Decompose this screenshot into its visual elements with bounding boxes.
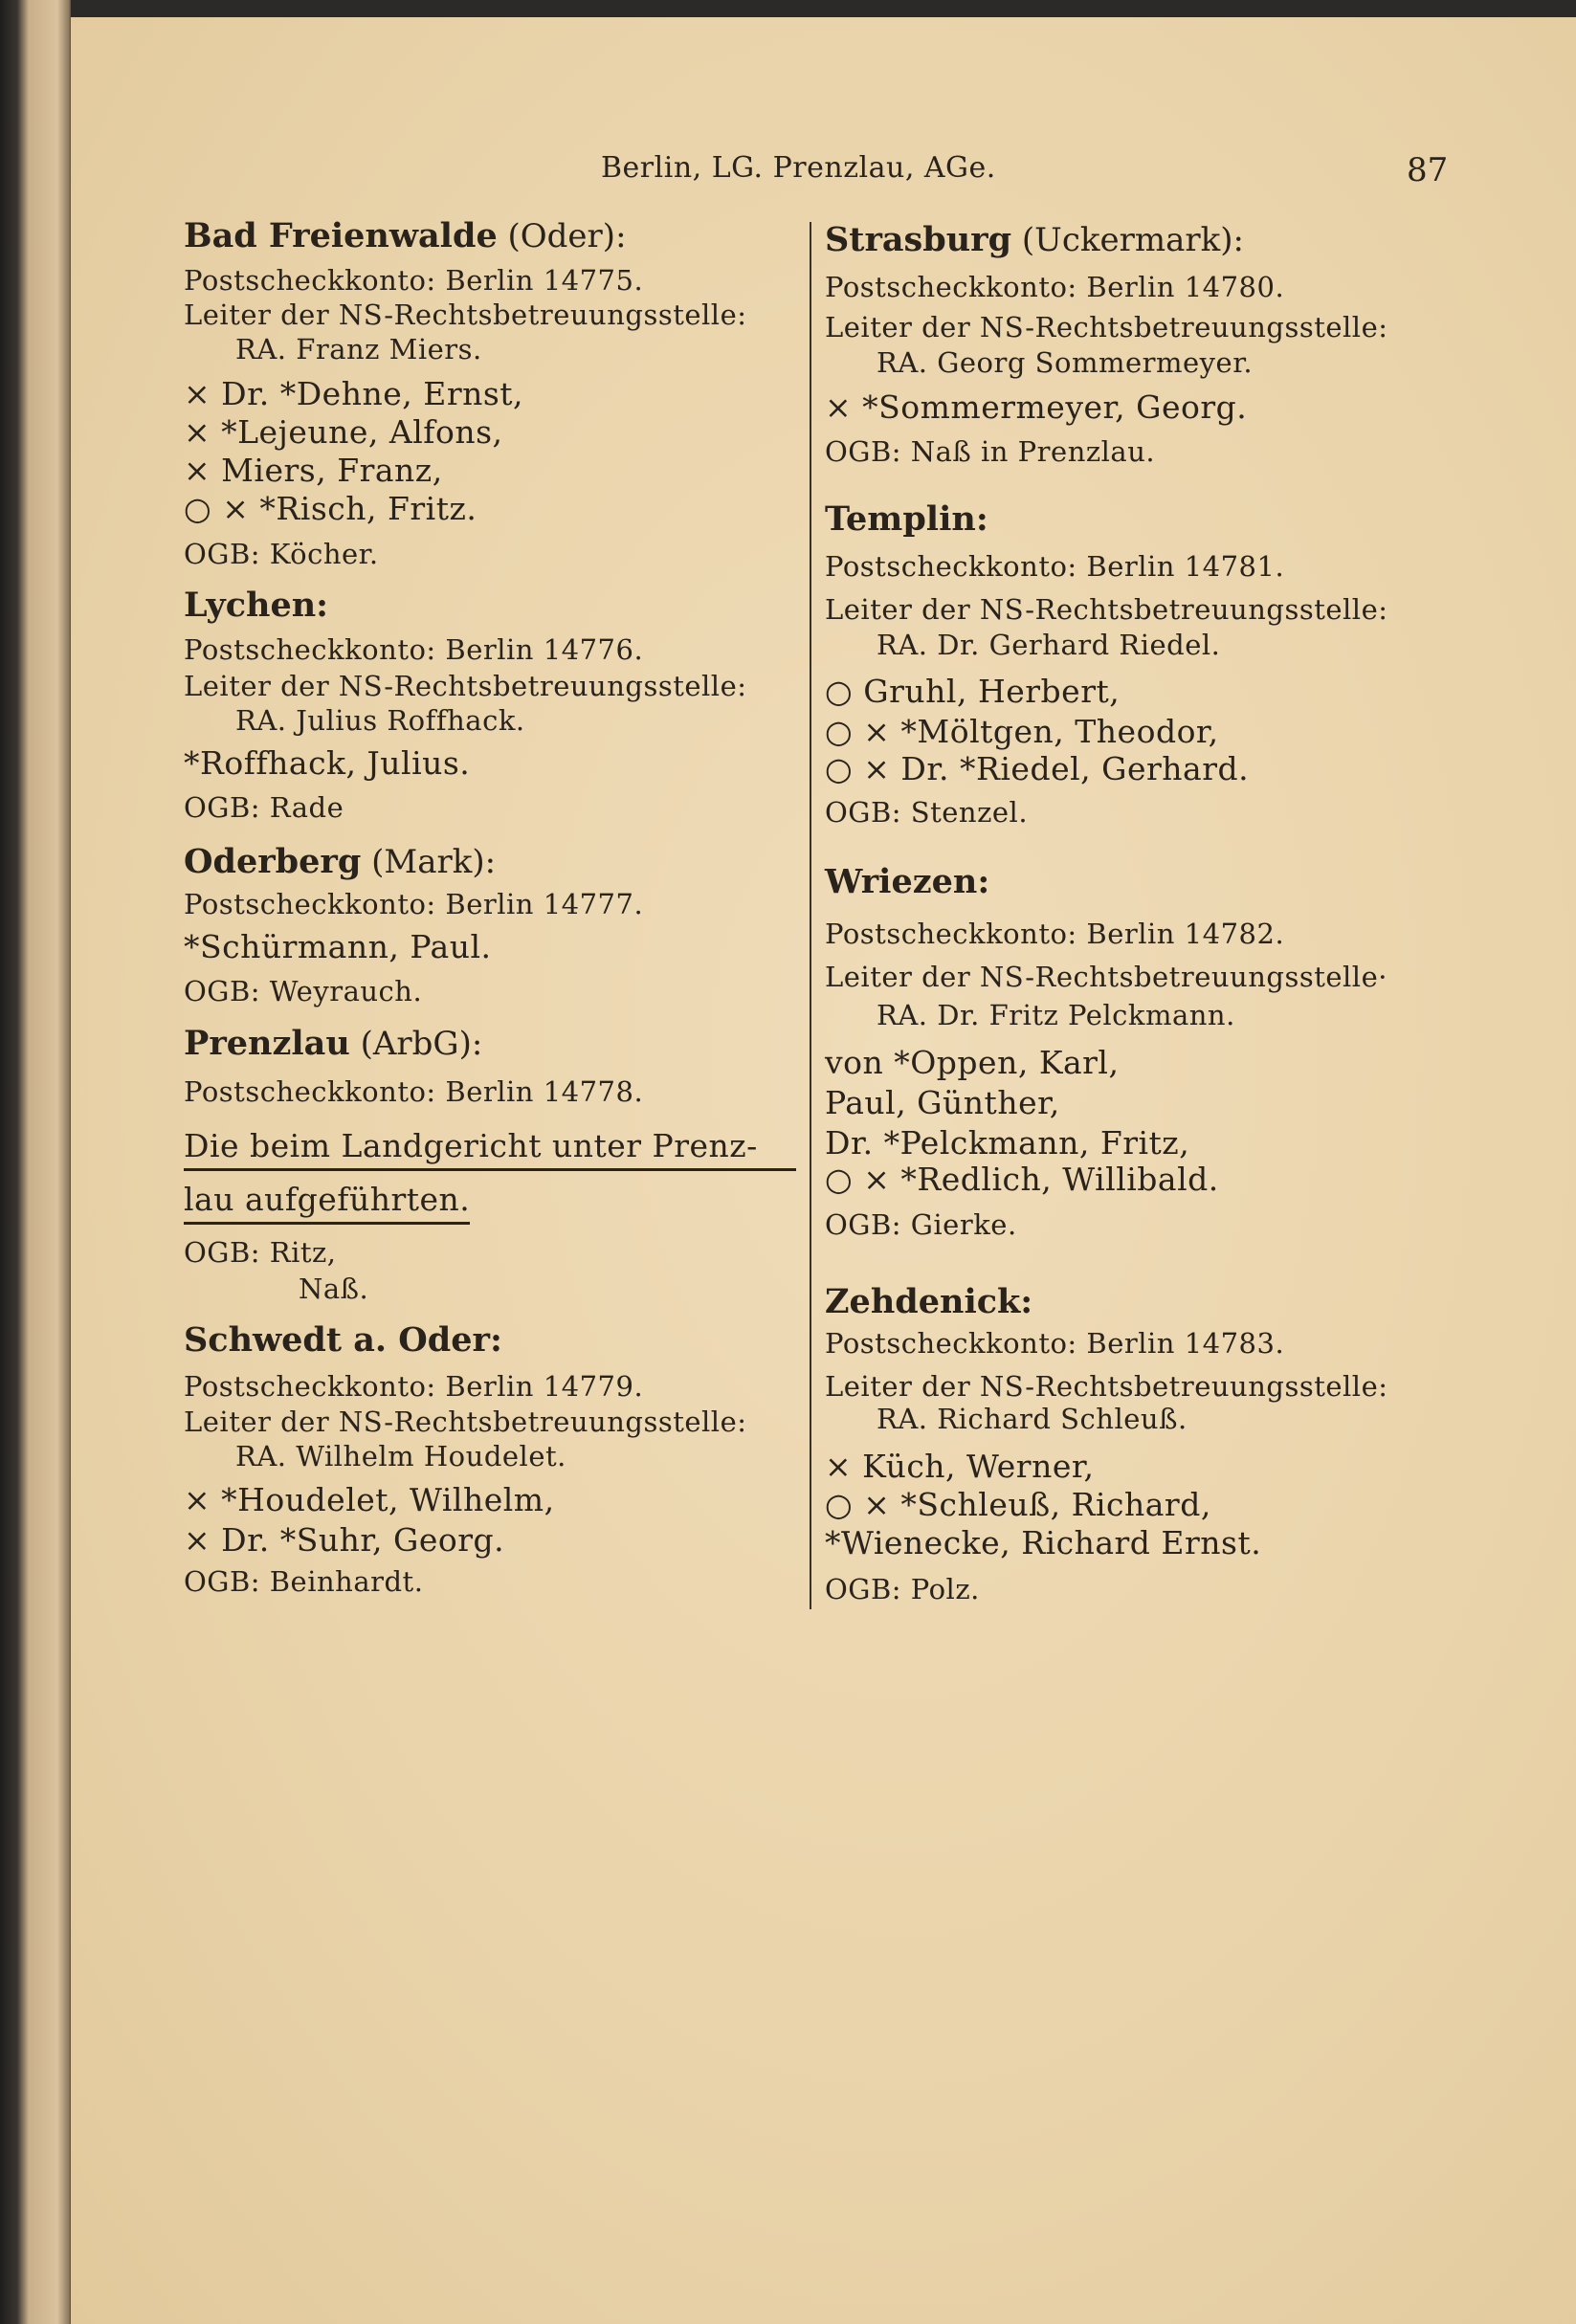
- list-item: *Schürmann, Paul.: [184, 928, 492, 965]
- place-name: Templin:: [825, 499, 988, 539]
- leader-name: RA. Wilhelm Houdelet.: [235, 1440, 566, 1472]
- postal-account: Postscheckkonto: Berlin 14776.: [184, 633, 644, 666]
- leader-label: Leiter der NS-Rechtsbetreuungsstelle:: [184, 299, 747, 331]
- running-title: Berlin, LG. Prenzlau, AGe.: [601, 151, 996, 185]
- reference-note-line2: lau aufgeführten.: [184, 1181, 470, 1225]
- section-heading-oderberg: [184, 842, 496, 881]
- ogb-line: OGB: Stenzel.: [825, 796, 1029, 829]
- list-item: × *Sommermeyer, Georg.: [825, 388, 1248, 426]
- list-item: Paul, Günther,: [825, 1084, 1060, 1121]
- place-suffix: (ArbG):: [349, 1025, 483, 1063]
- list-item: × *Houdelet, Wilhelm,: [184, 1481, 555, 1518]
- ogb-line: OGB: Ritz,: [184, 1236, 337, 1269]
- leader-name: RA. Dr. Fritz Pelckmann.: [877, 999, 1235, 1031]
- postal-account: Postscheckkonto: Berlin 14779.: [184, 1370, 644, 1403]
- ogb-line-cont: Naß.: [299, 1273, 369, 1305]
- list-item: ○ × Dr. *Riedel, Gerhard.: [825, 750, 1250, 787]
- postal-account: Postscheckkonto: Berlin 14782.: [825, 918, 1285, 950]
- leader-name: RA. Franz Miers.: [235, 333, 482, 365]
- list-item: × Küch, Werner,: [825, 1448, 1095, 1485]
- section-heading-schwedt: [184, 1320, 502, 1360]
- reference-note: [184, 1127, 796, 1171]
- leader-label: Leiter der NS-Rechtsbetreuungsstelle:: [825, 593, 1388, 626]
- leader-name: RA. Dr. Gerhard Riedel.: [877, 629, 1221, 661]
- list-item: ○ × *Redlich, Willibald.: [825, 1161, 1219, 1198]
- postal-account: Postscheckkonto: Berlin 14778.: [184, 1075, 644, 1108]
- ogb-line: OGB: Gierke.: [825, 1208, 1017, 1241]
- section-heading-templin: [825, 499, 988, 539]
- list-item: ○ × *Möltgen, Theodor,: [825, 713, 1219, 750]
- place-suffix: (Mark):: [361, 843, 497, 881]
- reference-note-line1: Die beim Landgericht unter Prenz-: [184, 1127, 796, 1171]
- list-item: *Roffhack, Julius.: [184, 744, 471, 782]
- section-heading-strasburg: [825, 220, 1244, 259]
- leader-label: Leiter der NS-Rechtsbetreuungsstelle·: [825, 961, 1387, 993]
- list-item: *Wienecke, Richard Ernst.: [825, 1524, 1262, 1561]
- place-name: Wriezen:: [825, 862, 990, 901]
- place-name: Zehdenick:: [825, 1282, 1033, 1321]
- place-name: Lychen:: [184, 586, 329, 625]
- place-name: Schwedt a. Oder:: [184, 1320, 502, 1360]
- section-heading-prenzlau: [184, 1024, 482, 1063]
- book-spine: [0, 0, 71, 2324]
- leader-name: RA. Julius Roffhack.: [235, 704, 525, 737]
- list-item: × Miers, Franz,: [184, 452, 443, 489]
- place-name: Strasburg: [825, 220, 1012, 259]
- postal-account: Postscheckkonto: Berlin 14775.: [184, 264, 644, 297]
- section-heading-wriezen: [825, 862, 989, 901]
- ogb-line: OGB: Naß in Prenzlau.: [825, 435, 1156, 468]
- ogb-line: OGB: Köcher.: [184, 538, 379, 570]
- leader-name: RA. Richard Schleuß.: [877, 1403, 1188, 1435]
- place-name: Bad Freienwalde: [184, 216, 498, 255]
- section-heading-lychen: [184, 586, 328, 625]
- leader-label: Leiter der NS-Rechtsbetreuungsstelle:: [184, 670, 747, 702]
- place-suffix: (Uckermark):: [1011, 221, 1244, 259]
- ogb-line: OGB: Polz.: [825, 1573, 980, 1605]
- leader-label: Leiter der NS-Rechtsbetreuungsstelle:: [184, 1405, 747, 1438]
- section-heading-bad-freienwalde: [184, 216, 627, 255]
- postal-account: Postscheckkonto: Berlin 14780.: [825, 271, 1285, 303]
- list-item: Dr. *Pelckmann, Fritz,: [825, 1124, 1190, 1162]
- leader-label: Leiter der NS-Rechtsbetreuungsstelle:: [825, 311, 1388, 343]
- ogb-line: OGB: Beinhardt.: [184, 1565, 424, 1598]
- ogb-line: OGB: Weyrauch.: [184, 975, 423, 1007]
- list-item: × Dr. *Dehne, Ernst,: [184, 375, 524, 412]
- reference-note: [184, 1181, 470, 1225]
- leader-label: Leiter der NS-Rechtsbetreuungsstelle:: [825, 1370, 1388, 1403]
- place-name: Oderberg: [184, 842, 362, 881]
- list-item: ○ × *Risch, Fritz.: [184, 490, 477, 527]
- list-item: × Dr. *Suhr, Georg.: [184, 1521, 505, 1559]
- place-name: Prenzlau: [184, 1024, 350, 1063]
- list-item: ○ × *Schleuß, Richard,: [825, 1486, 1211, 1523]
- ogb-line: OGB: Rade: [184, 791, 344, 824]
- list-item: × *Lejeune, Alfons,: [184, 413, 503, 451]
- scan-top-edge: [0, 0, 1576, 17]
- list-item: von *Oppen, Karl,: [825, 1044, 1120, 1081]
- leader-name: RA. Georg Sommermeyer.: [877, 346, 1254, 379]
- column-divider: [810, 222, 811, 1609]
- place-suffix: (Oder):: [497, 217, 627, 255]
- postal-account: Postscheckkonto: Berlin 14783.: [825, 1327, 1285, 1360]
- section-heading-zehdenick: [825, 1282, 1032, 1321]
- postal-account: Postscheckkonto: Berlin 14777.: [184, 888, 644, 920]
- page-number: 87: [1407, 151, 1449, 189]
- postal-account: Postscheckkonto: Berlin 14781.: [825, 550, 1285, 583]
- list-item: ○ Gruhl, Herbert,: [825, 673, 1121, 710]
